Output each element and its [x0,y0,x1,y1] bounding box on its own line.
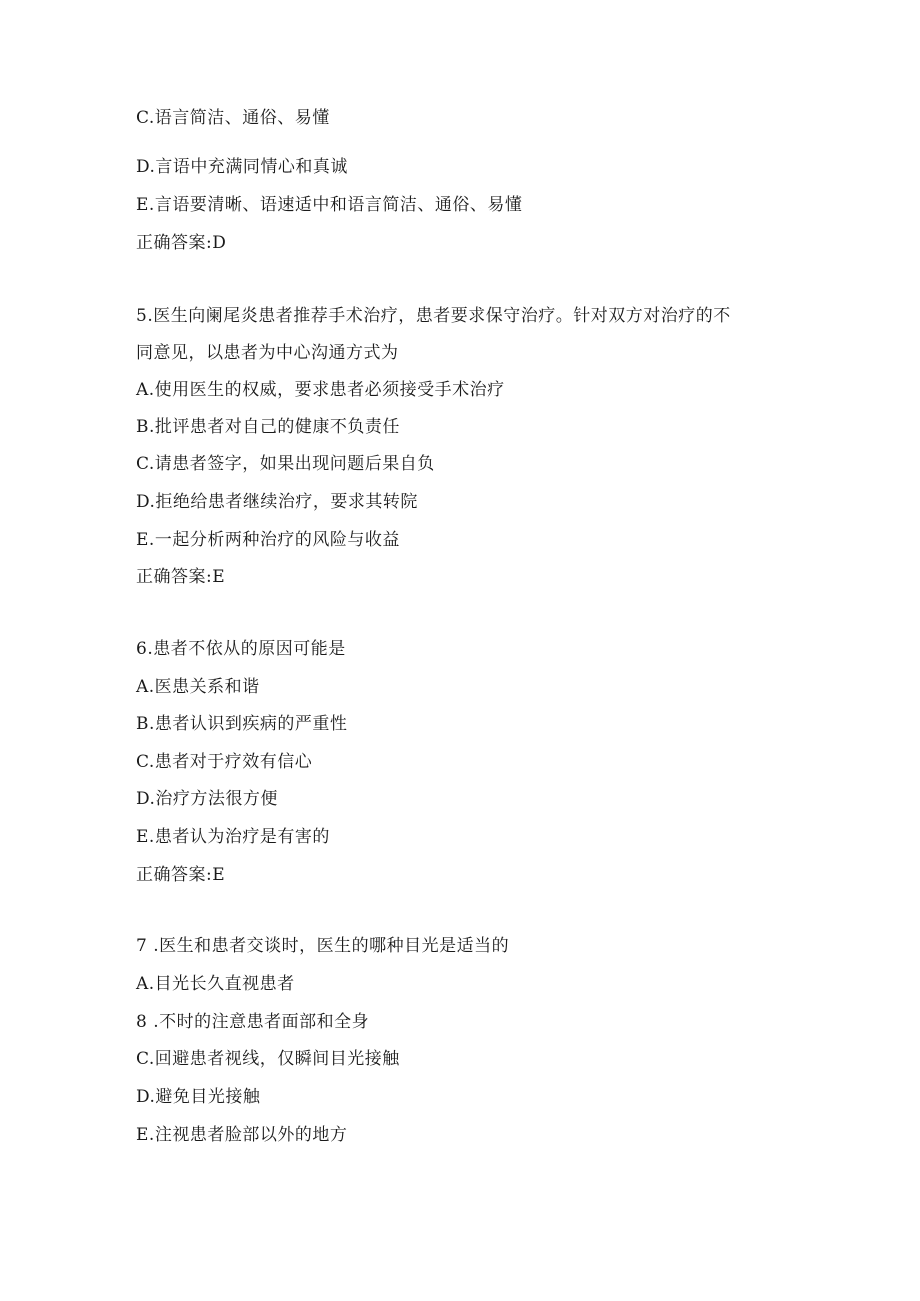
question-5-line1: 5.医生向阑尾炎患者推荐手术治疗，患者要求保守治疗。针对双方对治疗的不 [136,306,731,326]
option-b-q6: B.患者认识到疾病的严重性 [136,714,348,734]
question-7: 7 .医生和患者交谈时，医生的哪种目光是适当的 [136,936,510,956]
option-e-q4: E.言语要清晰、语速适中和语言简洁、通俗、易懂 [136,195,523,215]
option-d-q7: D.避免目光接触 [136,1087,261,1107]
answer-q4: 正确答案:D [136,233,227,253]
option-a-q6: A.医患关系和谐 [136,677,260,697]
option-e-q6: E.患者认为治疗是有害的 [136,827,330,847]
option-e-q5: E.一起分析两种治疗的风险与收益 [136,530,400,550]
option-b-q5: B.批评患者对自己的健康不负责任 [136,417,400,437]
option-d-q6: D.治疗方法很方便 [136,789,278,809]
option-d-q5: D.拒绝给患者继续治疗，要求其转院 [136,492,418,512]
option-a-q7: A.目光长久直视患者 [136,974,295,994]
option-a-q5: A.使用医生的权威，要求患者必须接受手术治疗 [136,380,505,400]
question-5-line2: 同意见，以患者为中心沟通方式为 [136,343,399,363]
option-e-q7: E.注视患者脸部以外的地方 [136,1125,348,1145]
answer-q5: 正确答案:E [136,567,226,587]
question-6: 6.患者不依从的原因可能是 [136,639,346,659]
option-d-q4: D.言语中充满同情心和真诚 [136,157,348,177]
option-c-q6: C.患者对于疗效有信心 [136,752,313,772]
answer-q6: 正确答案:E [136,865,226,885]
option-c-q7: C.回避患者视线，仅瞬间目光接触 [136,1049,400,1069]
option-b-q7: 8 .不时的注意患者面部和全身 [136,1012,370,1032]
option-c-q4: C.语言简洁、通俗、易懂 [136,108,330,128]
option-c-q5: C.请患者签字，如果出现问题后果自负 [136,454,435,474]
